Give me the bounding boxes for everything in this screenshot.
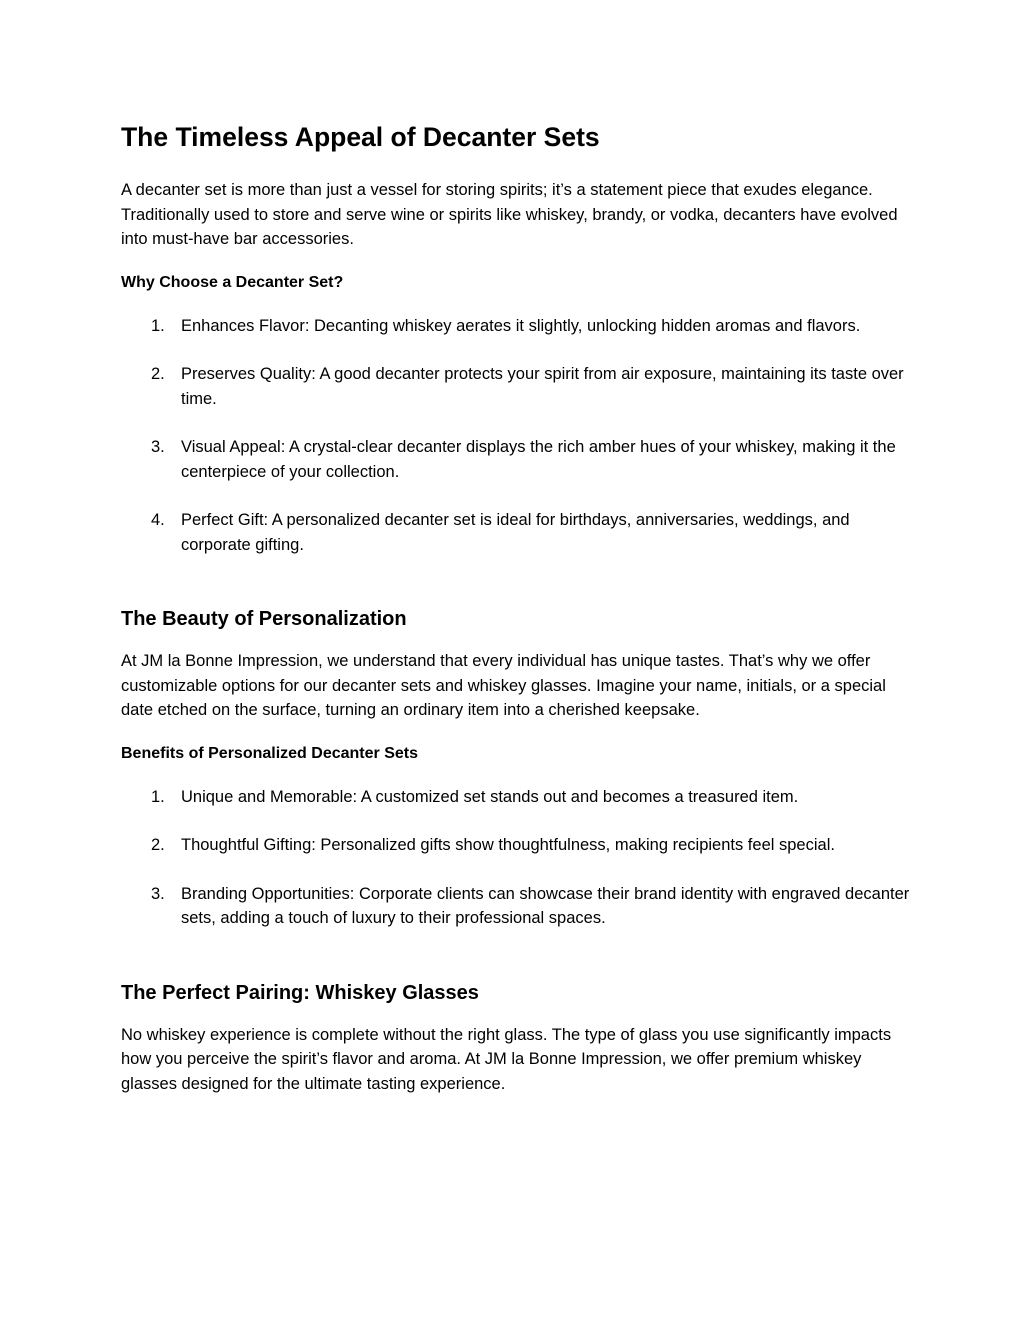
list-number: 3. <box>151 438 165 456</box>
list-number: 2. <box>151 365 165 383</box>
benefits-list <box>121 785 911 931</box>
why-choose-list <box>121 314 911 558</box>
document-title: The Timeless Appeal of Decanter Sets <box>121 122 600 152</box>
pairing-heading: The Perfect Pairing: Whiskey Glasses <box>121 981 479 1004</box>
list-item-text: Thoughtful Gifting: Personalized gifts show thoughtfulness, making recipients feel special. <box>181 836 835 854</box>
list-item-text: Visual Appeal: A crystal-clear decanter displays the rich amber hues of your whiskey, making it the centerpiece of your collection. <box>181 438 896 481</box>
list-item-text: Perfect Gift: A personalized decanter set is ideal for birthdays, anniversaries, weddings, and corporate gifting. <box>181 511 850 554</box>
why-choose-heading: Why Choose a Decanter Set? <box>121 273 344 291</box>
list-number: 1. <box>151 316 165 335</box>
list-item <box>121 833 911 858</box>
list-number: 1. <box>151 787 165 806</box>
intro-paragraph: A decanter set is more than just a vessel for storing spirits; it’s a statement piece that exudes elegance. Traditionally used to store and serve wine or spirits like whiskey, brandy, or vodka, decanters have evolved into must-have bar accessories. <box>121 181 898 248</box>
benefits-heading: Benefits of Personalized Decanter Sets <box>121 744 418 762</box>
list-item <box>121 508 911 557</box>
pairing-paragraph: No whiskey experience is complete without the right glass. The type of glass you use significantly impacts how you perceive the spirit’s flavor and aroma. At JM la Bonne Impression, we offer premium whiskey glasses designed for the ultimate tasting experience. <box>121 1025 892 1093</box>
list-number: 3. <box>151 884 165 903</box>
list-item <box>121 314 911 339</box>
personalization-heading: The Beauty of Personalization <box>121 608 407 630</box>
list-item-text: Unique and Memorable: A customized set stands out and becomes a treasured item. <box>181 787 799 806</box>
list-number: 2. <box>151 836 165 854</box>
list-item <box>121 785 911 810</box>
personalization-paragraph: At JM la Bonne Impression, we understand that every individual has unique tastes. That’s why we offer customizable options for our decanter sets and whiskey glasses. Imagine your name, initials, or a special date etched on the surface, turning an ordinary item into a cherished keepsake. <box>121 652 886 719</box>
list-item <box>121 362 911 411</box>
list-item-text: Branding Opportunities: Corporate clients can showcase their brand identity with engraved decanter sets, adding a touch of luxury to their professional spaces. <box>181 884 910 927</box>
list-number: 4. <box>151 511 165 529</box>
list-item-text: Preserves Quality: A good decanter protects your spirit from air exposure, maintaining its taste over time. <box>181 365 904 408</box>
list-item-text: Enhances Flavor: Decanting whiskey aerates it slightly, unlocking hidden aromas and flavors. <box>181 316 861 335</box>
list-item <box>121 882 911 931</box>
document-page <box>121 118 911 1116</box>
list-item <box>121 435 911 484</box>
